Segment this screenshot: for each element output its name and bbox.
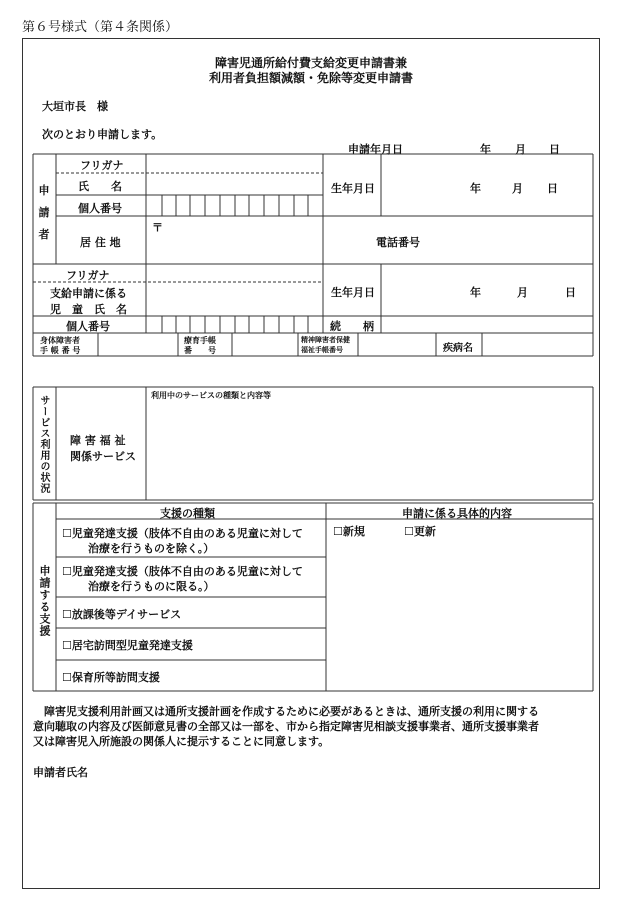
application-date-year: 年 [480, 143, 491, 156]
applicant-furigana-label: フリガナ [80, 159, 124, 172]
applicant-id-label: 個人番号 [78, 202, 122, 215]
applicant-birth-day: 日 [547, 182, 558, 195]
child-name-label-line2: 児 童 氏 名 [50, 303, 127, 316]
application-date-label: 申請年月日 [348, 143, 403, 156]
child-birth-month: 月 [517, 286, 528, 299]
applicant-birth-year: 年 [470, 182, 481, 195]
service-status-section-label: サービス利用の状況 [38, 395, 49, 494]
support-item-2-line1: ☐児童発達支援（肢体不自由のある児童に対して [62, 565, 303, 578]
applicant-address-label: 居 住 地 [80, 236, 121, 249]
applicant-birth-label: 生年月日 [331, 182, 375, 195]
mental-book-label-2: 福祉手帳番号 [301, 346, 343, 354]
applicant-label-char-2: 請 [38, 206, 50, 219]
support-item-1-line1: ☐児童発達支援（肢体不自由のある児童に対して [62, 527, 303, 540]
service-content-label: 利用中のサービスの種類と内容等 [151, 391, 271, 400]
applicant-label-char-3: 者 [38, 228, 50, 241]
postal-mark: 〒 [152, 221, 163, 234]
form-title-line2: 利用者負担額減額・免除等変更申請書 [208, 71, 413, 85]
support-item-2-line2: 治療を行うものに限る。） [88, 580, 215, 593]
child-birth-label: 生年月日 [331, 286, 375, 299]
consent-line-2: 意向聴取の内容及び医師意見書の全部又は一部を、市から指定障害児相談支援事業者、通所支援事業者 [33, 720, 539, 733]
applicant-name-label: 氏 名 [78, 180, 122, 193]
application-date-month: 月 [515, 143, 526, 156]
support-section-label: 申請する支援 [38, 565, 51, 637]
mental-book-label-1: 精神障害者保健 [301, 336, 350, 344]
ryoiku-book-label-1: 療育手帳 [184, 336, 216, 345]
signature-label: 申請者氏名 [33, 766, 88, 779]
consent-line-3: 又は障害児入所施設の関係人に提示することに同意します。 [33, 735, 330, 748]
applicant-birth-month: 月 [512, 182, 523, 195]
support-item-4: ☐居宅訪問型児童発達支援 [62, 639, 193, 652]
child-birth-year: 年 [470, 286, 481, 299]
support-item-1-line2: 治療を行うものを除く。） [88, 542, 215, 555]
disease-label: 疾病名 [443, 343, 473, 354]
form-code: 第６号様式（第４条関係） [22, 20, 179, 35]
new-application-checkbox[interactable]: ☐新規 [333, 525, 365, 538]
child-relationship-label: 続 柄 [330, 320, 374, 333]
child-name-label-line1: 支給申請に係る [50, 287, 127, 300]
applicant-label-char-1: 申 [38, 184, 50, 197]
disability-book-label-2: 手 帳 番 号 [40, 346, 81, 355]
disability-book-label-1: 身体障害者 [40, 336, 80, 345]
intro-text: 次のとおり申請します。 [42, 128, 163, 141]
child-id-label: 個人番号 [66, 320, 110, 333]
child-birth-day: 日 [565, 286, 576, 299]
consent-line-1: 障害児支援利用計画又は通所支援計画を作成するために必要があるときは、通所支援の利用に関する [33, 705, 539, 718]
support-detail-header: 申請に係る具体的内容 [402, 507, 512, 520]
child-furigana-label: フリガナ [66, 269, 110, 282]
applicant-section-label [38, 180, 50, 246]
applicant-phone-label: 電話番号 [376, 236, 420, 249]
service-category-line2: 関係サービス [70, 450, 136, 463]
support-type-header: 支援の種類 [160, 507, 215, 520]
ryoiku-book-label-2: 番 号 [184, 346, 216, 355]
application-date-day: 日 [549, 143, 560, 156]
service-category-line1: 障 害 福 祉 [70, 434, 126, 447]
renewal-checkbox[interactable]: ☐更新 [404, 525, 436, 538]
support-item-3: ☐放課後等デイサービス [62, 608, 182, 621]
support-item-5: ☐保育所等訪問支援 [62, 671, 160, 684]
addressee: 大垣市長 様 [42, 100, 108, 113]
form-title-line1: 障害児通所給付費支給変更申請書兼 [214, 56, 407, 70]
